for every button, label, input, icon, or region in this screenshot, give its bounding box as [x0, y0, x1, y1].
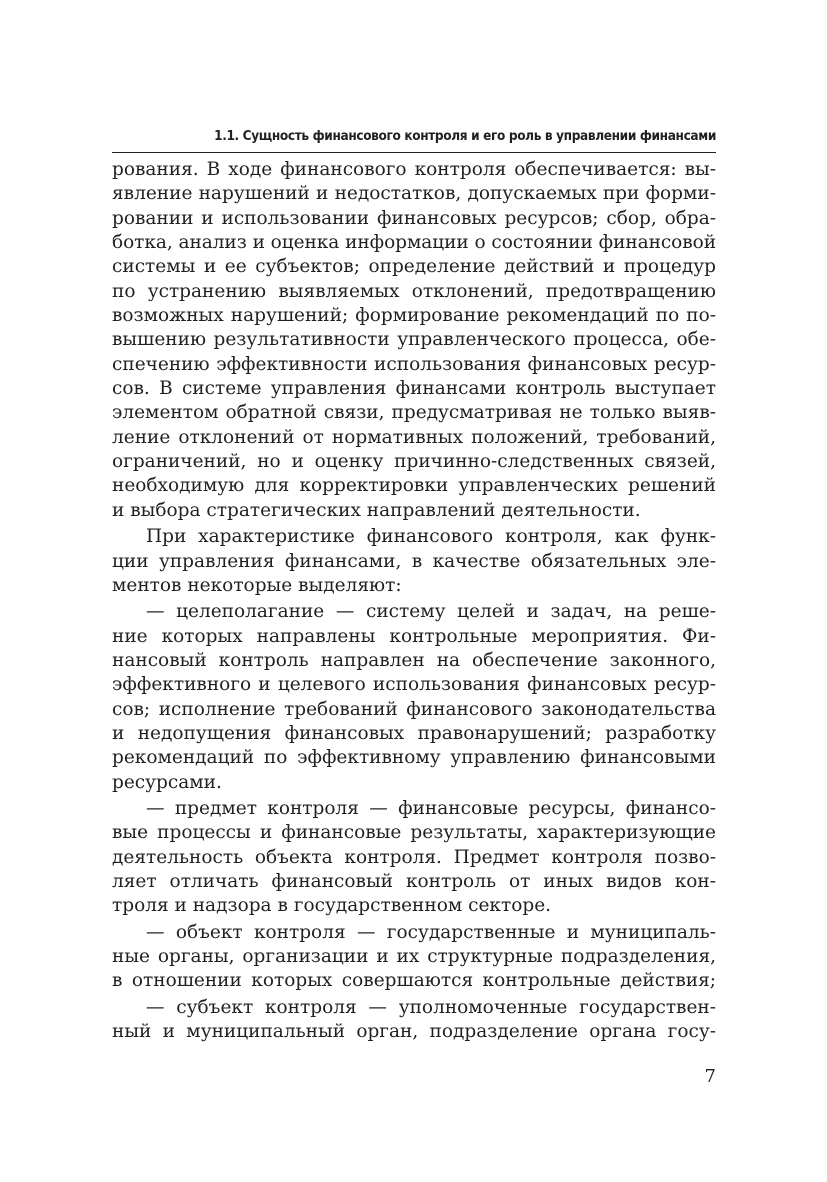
- text-line: вышению результативности управленческого процесса, обе-: [112, 329, 716, 351]
- text-line: ровании и использовании финансовых ресурсов; сбор, обра-: [112, 207, 716, 229]
- text-line: сов; исполнение требований финансового законодательства: [112, 698, 716, 720]
- text-line: элементом обратной связи, предусматривая не только выяв-: [112, 402, 716, 424]
- text-line: и недопущения финансовых правонарушений; разработку: [112, 722, 716, 744]
- text-line: ментов некоторые выделяют:: [112, 574, 402, 596]
- text-line: ресурсами.: [112, 771, 222, 793]
- list-item-line: — целеполагание — систему целей и задач, на реше-: [146, 601, 716, 623]
- text-line: ные органы, организации и их структурные подразделения,: [112, 946, 716, 967]
- list-item-line: — предмет контроля — финансовые ресурсы, финансо-: [146, 797, 716, 819]
- text-line: системы и ее субъектов; определение действий и процедур: [112, 256, 716, 278]
- text-line: по устранению выявляемых отклонений, предотвращению: [112, 280, 716, 302]
- text-line: ление отклонений от нормативных положений, требований,: [112, 426, 716, 448]
- running-head-title: 1.1. Сущность финансового контроля и его роль в управлении финансами: [214, 128, 716, 144]
- text-line: вые процессы и финансовые результаты, характеризующие: [112, 822, 716, 844]
- text-line: возможных нарушений; формирование рекомендаций по по-: [112, 305, 716, 327]
- text-line: рования. В ходе финансового контроля обеспечивается: вы-: [112, 159, 716, 180]
- text-line: нансовый контроль направлен на обеспечение законного,: [112, 649, 716, 671]
- text-line: деятельность объекта контроля. Предмет контроля позво-: [112, 846, 716, 868]
- text-line: сов. В системе управления финансами контроль выступает: [112, 378, 716, 400]
- text-line: ограничений, но и оценку причинно-следственных связей,: [112, 451, 716, 473]
- text-line: ции управления финансами, в качестве обязательных эле-: [112, 550, 716, 572]
- paragraph-first-line: При характеристике финансового контроля, как функ-: [146, 526, 716, 548]
- text-line: ляет отличать финансовый контроль от иных видов кон-: [112, 870, 716, 892]
- text-line: ботка, анализ и оценка информации о состоянии финансовой: [112, 232, 716, 254]
- text-line: ный и муниципальный орган, подразделение органа госу-: [112, 1021, 716, 1043]
- page-body: [112, 158, 716, 1044]
- text-line: троля и надзора в государственном секторе.: [112, 895, 552, 917]
- text-line: необходимую для корректировки управленческих решений: [112, 475, 716, 497]
- header-rule: [112, 152, 716, 153]
- text-line: рекомендаций по эффективному управлению финансовыми: [112, 747, 716, 769]
- text-line: спечению эффективности использования финансовых ресур-: [112, 353, 716, 375]
- list-item-line: — субъект контроля — уполномоченные государствен-: [146, 996, 716, 1018]
- list-item-line: — объект контроля — государственные и муниципаль-: [146, 921, 716, 943]
- text-line: в отношении которых совершаются контрольные действия;: [112, 970, 716, 992]
- text-line: эффективного и целевого использования финансовых ресур-: [112, 674, 716, 696]
- text-line: и выбора стратегических направлений деятельности.: [112, 499, 641, 521]
- text-line: явление нарушений и недостатков, допускаемых при форми-: [112, 183, 716, 205]
- page-number: 7: [704, 1066, 716, 1087]
- text-line: ние которых направлены контрольные мероприятия. Фи-: [112, 625, 716, 647]
